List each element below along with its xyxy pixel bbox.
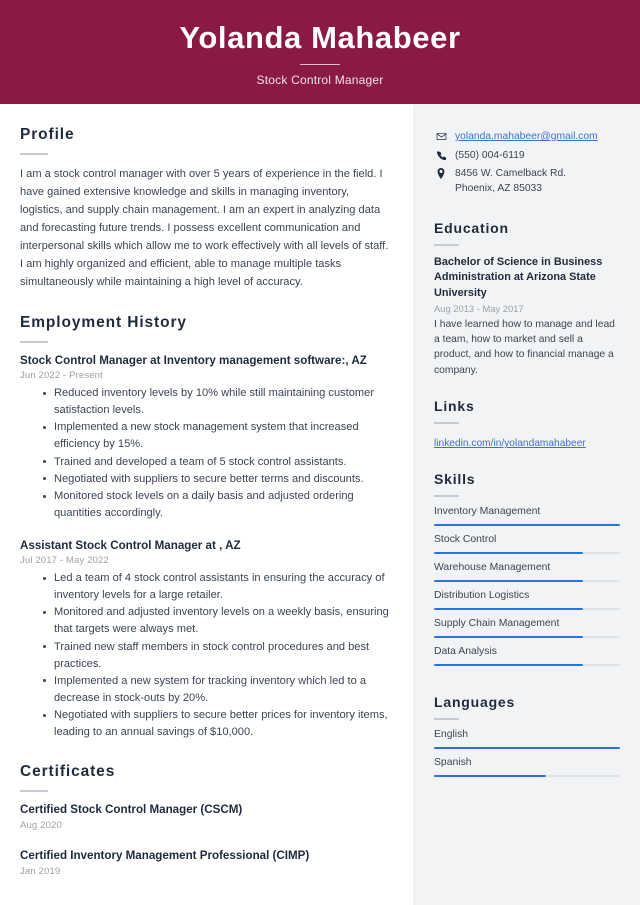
skill-level-track bbox=[434, 524, 620, 527]
list-item: Implemented a new stock management system that increased efficiency by 15%. bbox=[43, 419, 393, 453]
skill-level-fill bbox=[434, 552, 583, 555]
candidate-name: Yolanda Mahabeer bbox=[179, 19, 461, 55]
skill-level-track bbox=[434, 552, 620, 555]
contact-row-phone bbox=[434, 149, 620, 164]
language-item bbox=[434, 729, 620, 749]
job-title: Stock Control Manager at Inventory management software:, AZ bbox=[20, 353, 367, 367]
certificate-title: Certified Inventory Management Professional (CIMP) bbox=[20, 848, 310, 862]
section-divider bbox=[20, 341, 48, 343]
certificate-date: Aug 2020 bbox=[20, 819, 62, 831]
skill-level-track bbox=[434, 664, 620, 667]
skill-item bbox=[434, 618, 620, 638]
job-date: Jun 2022 - Present bbox=[20, 370, 103, 382]
list-item: Led a team of 4 stock control assistants in ensuring the accuracy of inventory levels for a large retailer. bbox=[43, 570, 393, 604]
profile-text: I am a stock control manager with over 5 years of experience in the field. I have gained extensive knowledge and skills in managing inventory, logistics, and supply chain management. I am an expert in analyzing data and forecasting future trends. I possess excellent communication and interpersonal skills which allow me to work effectively with all levels of staff. I am highly organized and efficient, able to manage multiple tasks simultaneously while maintaining a high level of accuracy. bbox=[20, 168, 389, 289]
section-divider bbox=[20, 153, 48, 155]
contact-block bbox=[434, 130, 620, 196]
section-heading-employment: Employment History bbox=[20, 313, 187, 331]
list-item: Monitored stock levels on a daily basis and adjusted ordering quantities accordingly. bbox=[43, 488, 393, 522]
section-heading-skills: Skills bbox=[434, 471, 476, 488]
section-heading-certificates: Certificates bbox=[20, 763, 116, 781]
skill-label: Warehouse Management bbox=[434, 562, 551, 574]
section-languages bbox=[434, 694, 620, 777]
spacer bbox=[20, 741, 393, 763]
main-column bbox=[0, 104, 413, 905]
section-divider bbox=[434, 718, 459, 720]
spacer bbox=[20, 831, 393, 844]
address-line-1: 8456 W. Camelback Rd. bbox=[455, 168, 567, 180]
skill-level-track bbox=[434, 636, 620, 639]
list-item: Implemented a new system for tracking inventory which led to a decrease in stock-outs by 20%. bbox=[43, 673, 393, 707]
certificate-entry bbox=[20, 802, 393, 831]
certificate-date: Jan 2019 bbox=[20, 865, 61, 877]
header-divider bbox=[300, 64, 340, 65]
phone-icon bbox=[434, 149, 448, 161]
job-bullets bbox=[20, 385, 393, 522]
section-heading-links: Links bbox=[434, 398, 475, 415]
section-divider bbox=[434, 495, 459, 497]
skill-label: Supply Chain Management bbox=[434, 618, 560, 630]
language-level-track bbox=[434, 775, 620, 778]
address bbox=[455, 167, 566, 196]
list-item: Negotiated with suppliers to secure better prices for inventory items, leading to an annual savings of $10,000. bbox=[43, 707, 393, 741]
resume-header bbox=[0, 0, 640, 104]
sidebar-column bbox=[413, 104, 640, 905]
spacer bbox=[20, 292, 393, 314]
skill-label: Data Analysis bbox=[434, 646, 497, 658]
location-pin-icon bbox=[434, 167, 448, 179]
degree-title: Bachelor of Science in Business Administration at Arizona State University bbox=[434, 256, 603, 299]
language-label: Spanish bbox=[434, 757, 472, 769]
section-divider bbox=[434, 422, 459, 424]
skill-label: Stock Control bbox=[434, 534, 497, 546]
spacer bbox=[434, 378, 620, 398]
skill-level-fill bbox=[434, 524, 620, 527]
skill-level-fill bbox=[434, 636, 583, 639]
job-date: Jul 2017 - May 2022 bbox=[20, 555, 109, 567]
degree-date: Aug 2013 - May 2017 bbox=[434, 302, 524, 314]
skill-level-fill bbox=[434, 580, 583, 583]
skill-level-fill bbox=[434, 608, 583, 611]
language-item bbox=[434, 757, 620, 777]
section-skills bbox=[434, 471, 620, 666]
resume-body bbox=[0, 104, 640, 905]
language-label: English bbox=[434, 729, 469, 741]
employment-entry bbox=[20, 353, 393, 523]
list-item: Negotiated with suppliers to secure better terms and discounts. bbox=[43, 471, 393, 488]
certificate-entry bbox=[20, 848, 393, 877]
skill-label: Inventory Management bbox=[434, 506, 541, 518]
skill-item bbox=[434, 590, 620, 610]
section-heading-education: Education bbox=[434, 220, 509, 237]
skill-level-fill bbox=[434, 664, 583, 667]
language-level-track bbox=[434, 747, 620, 750]
job-bullets bbox=[20, 570, 393, 741]
language-level-fill bbox=[434, 775, 546, 778]
section-divider bbox=[434, 244, 459, 246]
skill-level-track bbox=[434, 608, 620, 611]
section-certificates bbox=[20, 763, 393, 876]
spacer bbox=[434, 674, 620, 694]
list-item: Monitored and adjusted inventory levels on a weekly basis, ensuring that targets were always met. bbox=[43, 604, 393, 638]
job-title: Assistant Stock Control Manager at , AZ bbox=[20, 538, 241, 552]
section-heading-languages: Languages bbox=[434, 694, 516, 711]
phone-number: (550) 004-6119 bbox=[455, 149, 525, 161]
employment-entry bbox=[20, 538, 393, 741]
degree-description: I have learned how to manage and lead a team, how to market and sell a product, and how to financial manage a company. bbox=[434, 318, 615, 376]
skill-item bbox=[434, 534, 620, 554]
contact-row-email bbox=[434, 130, 620, 145]
section-links bbox=[434, 398, 620, 451]
section-profile bbox=[20, 126, 393, 292]
address-line-2: Phoenix, AZ 85033 bbox=[455, 182, 543, 194]
list-item: Trained and developed a team of 5 stock control assistants. bbox=[43, 454, 393, 471]
spacer bbox=[434, 451, 620, 471]
spacer bbox=[434, 200, 620, 220]
section-divider bbox=[20, 790, 48, 792]
skill-item bbox=[434, 646, 620, 666]
skill-level-track bbox=[434, 580, 620, 583]
linkedin-link[interactable]: linkedin.com/in/yolandamahabeer bbox=[434, 438, 586, 450]
envelope-icon bbox=[434, 130, 448, 142]
skill-label: Distribution Logistics bbox=[434, 590, 530, 602]
skill-item bbox=[434, 506, 620, 526]
contact-row-address bbox=[434, 167, 620, 196]
list-item: Reduced inventory levels by 10% while still maintaining customer satisfaction levels. bbox=[43, 385, 393, 419]
spacer bbox=[20, 523, 393, 534]
education-entry bbox=[434, 255, 620, 378]
section-heading-profile: Profile bbox=[20, 126, 75, 143]
list-item: Trained new staff members in stock control procedures and best practices. bbox=[43, 639, 393, 673]
skill-item bbox=[434, 562, 620, 582]
language-level-fill bbox=[434, 747, 620, 750]
candidate-job-title: Stock Control Manager bbox=[256, 73, 384, 88]
email-link[interactable]: yolanda.mahabeer@gmail.com bbox=[455, 131, 598, 142]
certificate-title: Certified Stock Control Manager (CSCM) bbox=[20, 803, 243, 817]
section-employment-history bbox=[20, 314, 393, 741]
section-education bbox=[434, 220, 620, 378]
